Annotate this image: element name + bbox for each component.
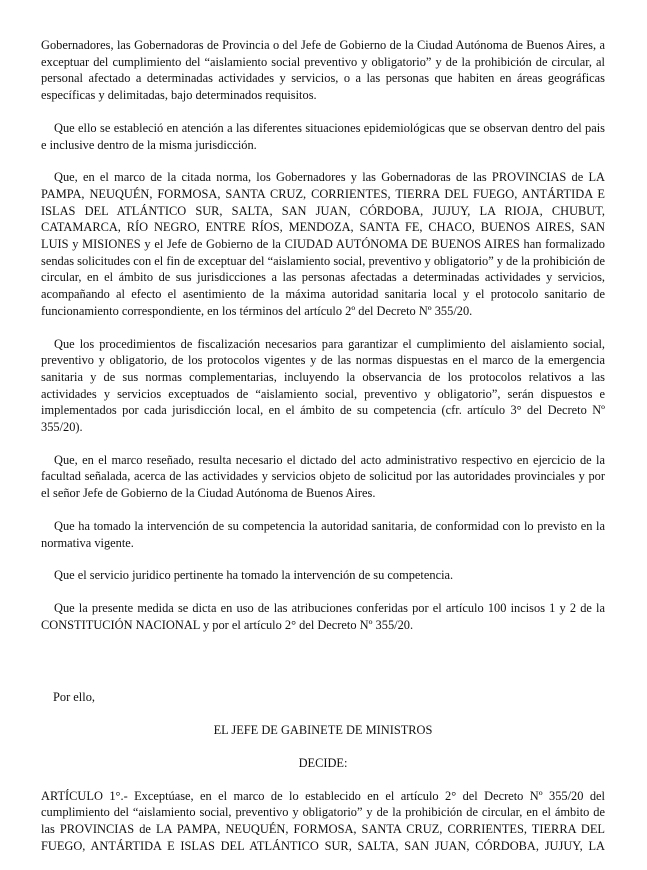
paragraph-fiscalization: Que los procedimientos de fiscalización necesarios para garantizar el cumplimiento del aislamiento social, preventivo y obligatorio, de los protocolos vigentes y de las normas dispuestas en el marco de la emergencia sanitaria y de sus normas complementarias, incluyendo la observancia de los protocolos relativos a las actividades y servicios exceptuados de “aislamiento social, preventivo y obligatorio”, serán dispuestos e implementados por cada jurisdicción local, en el ámbito de su competencia (cfr. artículo 3° del Decreto Nº 355/20). (41, 336, 605, 435)
paragraph-continuation: Gobernadores, las Gobernadoras de Provincia o del Jefe de Gobierno de la Ciudad Autónoma de Buenos Aires, a exceptuar del cumplimiento del “aislamiento social preventivo y obligatorio” y de la prohibición de circular, al personal afectado a determinadas actividades y servicios, o a las personas que habiten en áreas geográficas específicas y delimitadas, bajo determinados requisitos. (41, 38, 605, 103)
document-page (41, 37, 605, 870)
paragraph-epidemiological: Que ello se estableció en atención a las diferentes situaciones epidemiológicas que se observan dentro del pais e inclusive dentro de la misma jurisdicción. (41, 120, 605, 152)
paragraph-sanitary-authority: Que ha tomado la intervención de su competencia la autoridad sanitaria, de conformidad con lo previsto en la normativa vigente. (41, 518, 605, 550)
decide-heading: DECIDE: (298, 755, 348, 770)
spacer (41, 649, 605, 689)
paragraph-legal-service: Que el servicio juridico pertinente ha tomado la intervención de su competencia. (54, 568, 454, 583)
article-1: ARTÍCULO 1°.- Exceptúase, en el marco de lo establecido en el artículo 2° del Decreto Nº 355/20 del cumplimiento del “aislamiento social, preventivo y obligatorio” y de la prohibición de circular, en el ámbito de las PROVINCIAS de LA PAMPA, NEUQUÉN, FORMOSA, SANTA CRUZ, CORRIENTES, TIERRA DEL FUEGO, ANTÁRTIDA E ISLAS DEL ATLÁNTICO SUR, SALTA, SAN JUAN, CÓRDOBA, JUJUY, LA (41, 788, 605, 853)
por-ello: Por ello, (53, 690, 95, 705)
paragraph-provinces-requests: Que, en el marco de la citada norma, los Gobernadores y las Gobernadoras de las PROVINCIAS de LA PAMPA, NEUQUÉN, FORMOSA, SANTA CRUZ, CORRIENTES, TIERRA DEL FUEGO, ANTÁRTIDA E ISLAS DEL ATLÁNTICO SUR, SALTA, SAN JUAN, CÓRDOBA, JUJUY, LA RIOJA, CHUBUT, CATAMARCA, RÍO NEGRO, ENTRE RÍOS, MENDOZA, SANTA FE, CHACO, BUENOS AIRES, SAN LUIS y MISIONES y el Jefe de Gobierno de la CIUDAD AUTÓNOMA DE BUENOS AIRES han formalizado sendas solicitudes con el fin de exceptuar del “aislamiento social, preventivo y obligatorio” y de la prohibición de circular, en el ámbito de sus jurisdicciones a las personas afectadas a determinadas actividades y servicios, acompañando al efecto el asentimiento de la máxima autoridad sanitaria local y el protocolo sanitario de funcionamiento correspondiente, en los términos del artículo 2º del Decreto Nº 355/20. (41, 170, 605, 318)
paragraph-administrative-act: Que, en el marco reseñado, resulta necesario el dictado del acto administrativo respectivo en ejercicio de la facultad señalada, acerca de las actividades y servicios objeto de solicitud por las autoridades provinciales y por el señor Jefe de Gobierno de la Ciudad Autónoma de Buenos Aires. (41, 452, 605, 501)
paragraph-attributions: Que la presente medida se dicta en uso de las atribuciones conferidas por el artículo 100 incisos 1 y 2 de la CONSTITUCIÓN NACIONAL y por el artículo 2° del Decreto Nº 355/20. (41, 600, 605, 632)
authority-heading: EL JEFE DE GABINETE DE MINISTROS (213, 723, 433, 738)
